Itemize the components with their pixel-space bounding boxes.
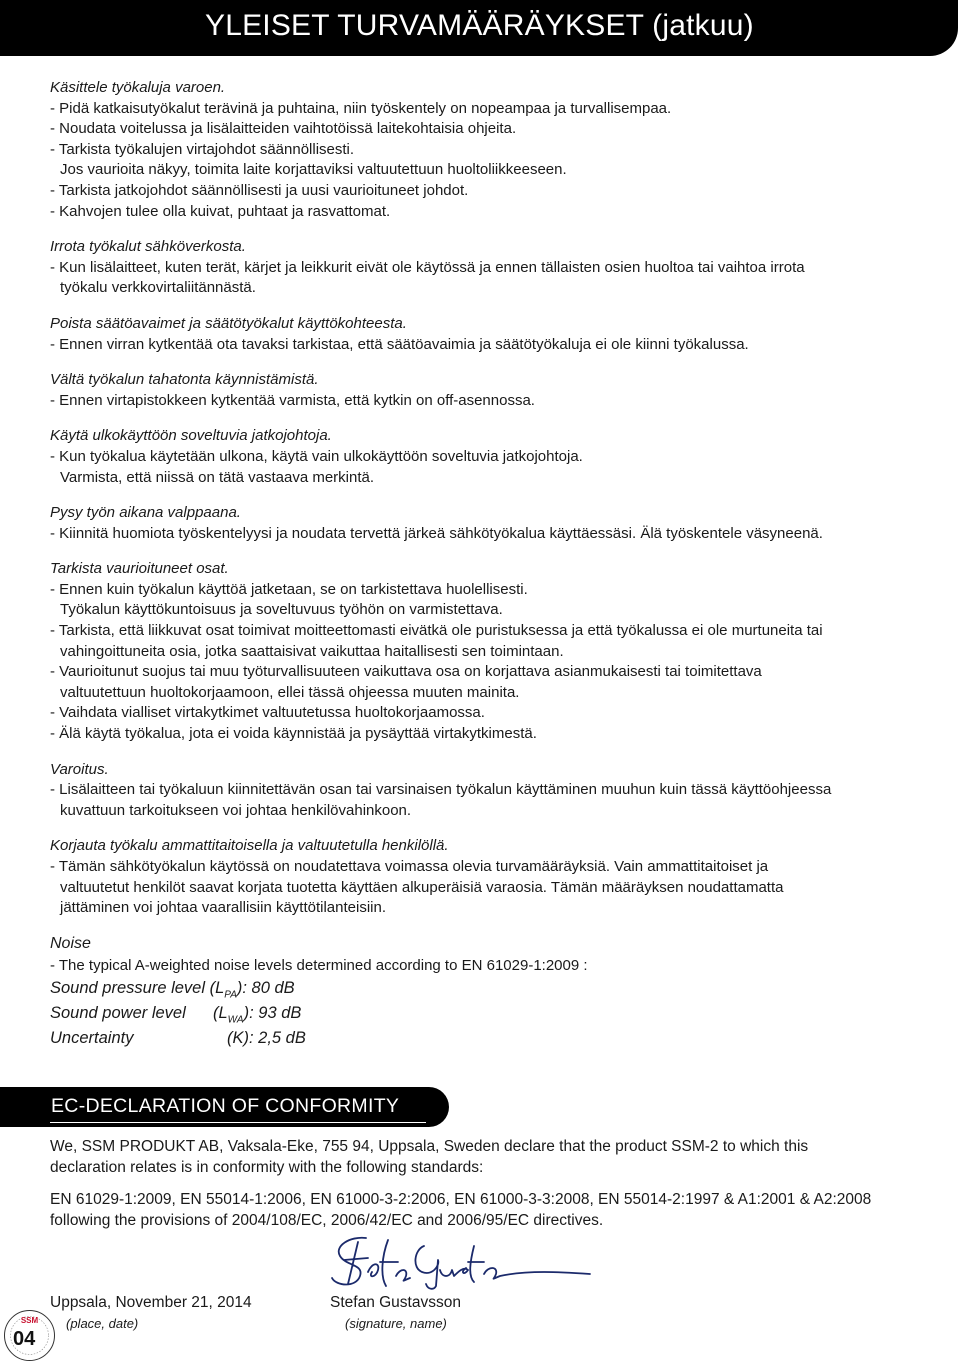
section-line: - Lisälaitteen tai työkaluun kiinnitettävän osan tai varsinaisen työkalun käyttäminen muuhun kuin tässä käyttöohjeessa [50,781,832,799]
section-heading: Varoitus. [50,760,109,778]
section-heading: Poista säätöavaimet ja säätötyökalut käyttökohteesta. [50,314,407,332]
section-line: - Tarkista, että liikkuvat osat toimivat moitteettomasti eivätkä ole puristuksessa ja että työkalussa ei ole murtuneita tai [50,622,823,640]
noise-section [50,933,950,1052]
section-heading: Irrota työkalut sähköverkosta. [50,238,246,256]
section-line: - Kun työkalua käytetään ulkona, käytä vain ulkokäyttöön soveltuvia jatkojohtoja. [50,447,583,465]
signer-name: Stefan Gustavsson [330,1294,461,1311]
safety-section [50,370,950,411]
section-heading: Vältä työkalun tahatonta käynnistämistä. [50,371,319,389]
section-line: - Tarkista työkalujen virtajohdot säännöllisesti. [50,140,355,158]
declaration-line: EN 61029-1:2009, EN 55014-1:2006, EN 61000-3-2:2006, EN 61000-3-3:2008, EN 55014-2:1997 & A1:2001 & A2:2008 [50,1191,872,1208]
section-line: - Ennen virtapistokkeen kytkentää varmista, että kytkin on off-asennossa. [50,391,535,409]
section-line: - Tämän sähkötyökalun käytössä on noudatettava voimassa olevia turvamääräyksiä. Vain ammattitaitoiset ja [50,858,769,875]
sound-pressure-subscript: PA [224,989,237,1001]
section-line: valtuutettuun huoltokorjaamoon, ellei tässä ohjeessa muuten mainita. [60,683,520,701]
sound-pressure-row [50,977,950,1002]
sound-power-row [50,1002,950,1027]
sound-power-subscript: WA [227,1014,244,1026]
safety-section [50,760,950,822]
safety-rules-content [50,78,950,1067]
declaration-title: EC-DECLARATION OF CONFORMITY [51,1095,400,1117]
safety-section [50,237,950,299]
section-line: - Kahvojen tulee olla kuivat, puhtaat ja rasvattomat. [50,202,391,220]
place-date-caption: (place, date) [66,1316,139,1331]
safety-sections [50,78,950,919]
section-line: - Ennen virran kytkentää ota tavaksi tarkistaa, että säätöavaimia ja säätötyökaluja ei ole kiinni työkalussa. [50,335,749,353]
section-line: - Ennen kuin työkalun käyttöä jatketaan, se on tarkistettava huolellisesti. [50,580,528,598]
sound-power-value: ): 93 dB [243,1003,302,1022]
section-line: - Vaihdata vialliset virtakytkimet valtuutetussa huoltokorjaamossa. [50,704,485,722]
safety-section [50,503,950,544]
sound-power-paren: (L [213,1003,228,1022]
declaration-title-underline [50,1122,426,1123]
section-line: - Noudata voitelussa ja lisälaitteiden vaihtotöissä laitekohtaisia ohjeita. [50,120,517,138]
safety-section [50,836,950,918]
sound-power-label: Sound power level [50,1003,186,1022]
uncertainty-label: Uncertainty [50,1028,134,1047]
place-date: Uppsala, November 21, 2014 [50,1294,252,1311]
uncertainty-row [50,1027,950,1052]
declaration-paragraph-2 [50,1189,960,1231]
section-heading: Korjauta työkalu ammattitaitoisella ja valtuutetulla henkilöllä. [50,837,449,855]
sound-pressure-label: Sound pressure level (L [50,978,225,997]
declaration-line: We, SSM PRODUKT AB, Vaksala-Eke, 755 94, Uppsala, Sweden declare that the product SSM-2 to which this [50,1138,809,1155]
section-line: - Vaurioitunut suojus tai muu työturvallisuuteen vaikuttava osa on korjattava asianmukaisesti tai toimitettava [50,663,762,681]
section-line: - Pidä katkaisutyökalut terävinä ja puhtaina, niin työskentely on nopeampaa ja turvallisempaa. [50,99,672,117]
declaration-paragraph-1 [50,1136,960,1178]
section-line: työkalu verkkovirtaliitännästä. [60,279,256,297]
section-heading: Pysy työn aikana valppaana. [50,504,241,522]
signer-caption: (signature, name) [345,1316,447,1331]
section-heading: Käsittele työkaluja varoen. [50,79,226,96]
section-line: Jos vaurioita näkyy, toimita laite korjattaviksi valtuutettuun huoltoliikkeeseen. [60,161,567,179]
safety-section [50,78,950,222]
safety-section [50,426,950,488]
section-line: - Kiinnitä huomiota työskentelyysi ja noudata tervettä järkeä sähkötyökalua käyttäessäsi. Älä työskentele väsyneenä. [50,524,823,542]
sound-power-text [213,1004,301,1025]
section-line: kuvattuun tarkoitukseen voi johtaa henkilövahinkoon. [60,801,412,819]
declaration-line: following the provisions of 2004/108/EC, 2006/42/EC and 2006/95/EC directives. [50,1212,604,1229]
sound-pressure-value: ): 80 dB [236,978,295,997]
page-title: YLEISET TURVAMÄÄRÄYKSET (jatkuu) [205,9,754,42]
sound-pressure-text [50,979,295,1000]
handwritten-signature [328,1232,598,1290]
page-number: 04 [13,1328,36,1350]
noise-heading: Noise [50,934,91,952]
section-line: - Tarkista jatkojohdot säännöllisesti ja uusi vaurioituneet johdot. [50,181,469,199]
section-line: jättäminen voi johtaa vaarallisiin käyttötilanteisiin. [60,899,387,917]
noise-intro: - The typical A-weighted noise levels determined according to EN 61029-1:2009 : [50,956,588,974]
section-line: valtuutetut henkilöt saavat korjata tuotetta käyttäen alkuperäisiä varaosia. Tämän määräyksen noudattamatta [60,878,784,896]
ssm-logo-text: SSM [20,1316,39,1325]
safety-section [50,559,950,744]
section-line: Työkalun käyttökuntoisuus ja soveltuvuus työhön on varmistettava. [60,601,503,619]
section-line: vahingoittuneita osia, jotka saattaisivat vaikuttaa haitallisesti sen toimintaan. [60,642,564,660]
declaration-line: declaration relates is in conformity with the following standards: [50,1159,484,1176]
safety-section [50,314,950,355]
section-line: Varmista, että niissä on tätä vastaava merkintä. [60,468,375,486]
section-line: - Älä käytä työkalua, jota ei voida käynnistää ja pysäyttää virtakytkimestä. [50,725,537,743]
uncertainty-value: (K): 2,5 dB [227,1028,306,1047]
section-line: - Kun lisälaitteet, kuten terät, kärjet ja leikkurit eivät ole käytössä ja ennen tällaisten osien huoltoa tai vaihtoa irrota [50,258,805,276]
section-heading: Käytä ulkokäyttöön soveltuvia jatkojohtoja. [50,427,332,445]
section-heading: Tarkista vaurioituneet osat. [50,560,229,578]
